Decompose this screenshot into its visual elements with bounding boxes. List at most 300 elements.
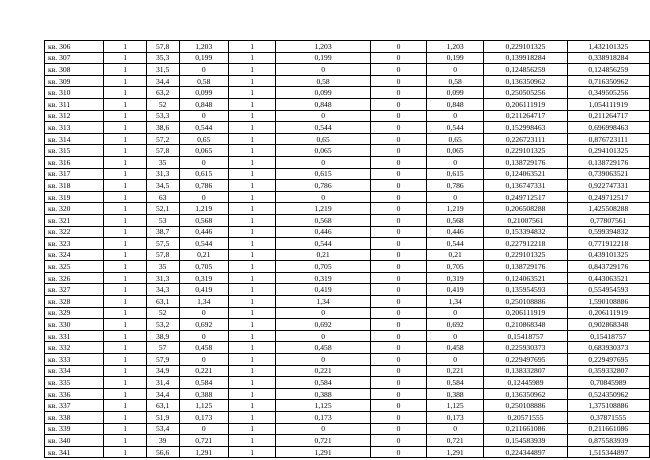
- table-cell: 1: [104, 168, 146, 180]
- apartment-label-cell: кв. 333: [45, 354, 104, 366]
- table-cell: 0,419: [276, 284, 371, 296]
- table-cell: 31,4: [146, 377, 179, 389]
- table-cell: 0,584: [179, 377, 228, 389]
- table-cell: 0,692: [427, 319, 484, 331]
- table-row: [45, 261, 650, 273]
- table-cell: 51,9: [146, 412, 179, 424]
- table-cell: 0,446: [276, 226, 371, 238]
- table-cell: 0: [276, 110, 371, 122]
- table-cell: 0,705: [276, 261, 371, 273]
- table-cell: 1: [228, 296, 275, 308]
- table-cell: 38,6: [146, 122, 179, 134]
- table-cell: 1: [104, 354, 146, 366]
- apartment-label-cell: кв. 335: [45, 377, 104, 389]
- table-cell: 0,786: [179, 180, 228, 192]
- table-cell: 1: [104, 64, 146, 76]
- table-cell: 1: [104, 261, 146, 273]
- table-cell: 38,7: [146, 226, 179, 238]
- table-cell: 1: [228, 226, 275, 238]
- table-cell: 1: [228, 133, 275, 145]
- table-cell: 0,58: [179, 75, 228, 87]
- table-cell: 1: [104, 75, 146, 87]
- table-cell: 1: [228, 156, 275, 168]
- table-row: [45, 145, 650, 157]
- table-cell: 0,211661086: [484, 423, 567, 435]
- table-cell: 0,229497695: [567, 354, 649, 366]
- table-cell: 0,211661086: [567, 423, 649, 435]
- apartment-label-cell: кв. 324: [45, 249, 104, 261]
- table-cell: 0,568: [179, 214, 228, 226]
- table-cell: 0: [370, 296, 426, 308]
- apartment-label-cell: кв. 332: [45, 342, 104, 354]
- table-cell: 35: [146, 156, 179, 168]
- table-cell: 1: [104, 52, 146, 64]
- table-cell: 1,34: [276, 296, 371, 308]
- table-row: [45, 435, 650, 447]
- table-cell: 1: [104, 330, 146, 342]
- table-cell: 0,21007561: [484, 214, 567, 226]
- table-cell: 63: [146, 191, 179, 203]
- apartment-label-cell: кв. 329: [45, 307, 104, 319]
- table-cell: 1,203: [276, 41, 371, 53]
- table-cell: 0,786: [427, 180, 484, 192]
- table-cell: 0,124856259: [484, 64, 567, 76]
- table-cell: 0,173: [427, 412, 484, 424]
- table-cell: 1: [104, 226, 146, 238]
- table-cell: 0,294101325: [567, 145, 649, 157]
- table-cell: 0,37871555: [567, 412, 649, 424]
- apartment-label-cell: кв. 313: [45, 122, 104, 134]
- apartment-label-cell: кв. 314: [45, 133, 104, 145]
- apartment-label-cell: кв. 312: [45, 110, 104, 122]
- table-row: [45, 354, 650, 366]
- table-cell: 1: [228, 87, 275, 99]
- apartment-label-cell: кв. 316: [45, 156, 104, 168]
- table-cell: 1: [104, 214, 146, 226]
- table-cell: 0,388: [276, 388, 371, 400]
- table-cell: 0: [370, 354, 426, 366]
- table-cell: 0,848: [427, 98, 484, 110]
- table-cell: 0: [427, 156, 484, 168]
- table-cell: 0,615: [179, 168, 228, 180]
- table-cell: 1: [104, 377, 146, 389]
- table-row: [45, 284, 650, 296]
- table-cell: 0: [370, 64, 426, 76]
- table-cell: 0,249712517: [484, 191, 567, 203]
- table-cell: 1: [228, 330, 275, 342]
- table-cell: 31,3: [146, 168, 179, 180]
- apartment-label-cell: кв. 318: [45, 180, 104, 192]
- table-cell: 0,226723111: [484, 133, 567, 145]
- table-cell: 0,20571555: [484, 412, 567, 424]
- table-row: [45, 122, 650, 134]
- table-cell: 0,568: [276, 214, 371, 226]
- table-cell: 0,544: [179, 122, 228, 134]
- table-cell: 1: [228, 412, 275, 424]
- table-cell: 1: [228, 238, 275, 250]
- table-cell: 1: [228, 191, 275, 203]
- table-cell: 1: [228, 354, 275, 366]
- table-cell: 1: [104, 156, 146, 168]
- table-cell: 1: [104, 110, 146, 122]
- table-cell: 0,229497695: [484, 354, 567, 366]
- table-cell: 0,124063521: [484, 168, 567, 180]
- table-cell: 53: [146, 214, 179, 226]
- table-cell: 0,210868348: [484, 319, 567, 331]
- table-row: [45, 191, 650, 203]
- table-cell: 1: [104, 388, 146, 400]
- apartment-label-cell: кв. 317: [45, 168, 104, 180]
- table-cell: 1: [104, 319, 146, 331]
- apartment-label-cell: кв. 315: [45, 145, 104, 157]
- table-cell: 0: [370, 435, 426, 447]
- table-cell: 0,250108886: [484, 400, 567, 412]
- table-cell: 0,065: [427, 145, 484, 157]
- table-cell: 0,875583939: [567, 435, 649, 447]
- table-cell: 0: [179, 156, 228, 168]
- table-cell: 1,219: [179, 203, 228, 215]
- table-cell: 1: [104, 272, 146, 284]
- apartment-label-cell: кв. 338: [45, 412, 104, 424]
- table-cell: 1: [228, 400, 275, 412]
- table-cell: 1: [104, 180, 146, 192]
- table-cell: 1: [228, 435, 275, 447]
- table-cell: 0: [370, 226, 426, 238]
- table-cell: 0,848: [276, 98, 371, 110]
- table-cell: 1: [104, 423, 146, 435]
- apartment-label-cell: кв. 341: [45, 446, 104, 458]
- table-cell: 57,8: [146, 41, 179, 53]
- table-cell: 0,568: [427, 214, 484, 226]
- table-row: [45, 342, 650, 354]
- table-row: [45, 238, 650, 250]
- table-cell: 0,173: [179, 412, 228, 424]
- table-row: [45, 249, 650, 261]
- table-cell: 0: [370, 110, 426, 122]
- table-cell: 0: [179, 423, 228, 435]
- table-cell: 0: [370, 214, 426, 226]
- table-cell: 1: [228, 261, 275, 273]
- apartment-label-cell: кв. 322: [45, 226, 104, 238]
- table-cell: 1: [104, 238, 146, 250]
- table-cell: 0,443063521: [567, 272, 649, 284]
- table-cell: 0,153394832: [484, 226, 567, 238]
- table-cell: 0,211264717: [484, 110, 567, 122]
- table-cell: 1: [104, 412, 146, 424]
- table-cell: 0,696998463: [567, 122, 649, 134]
- table-cell: 0,199: [276, 52, 371, 64]
- table-cell: 34,3: [146, 284, 179, 296]
- table-cell: 0,221: [427, 365, 484, 377]
- apartment-label-cell: кв. 306: [45, 41, 104, 53]
- table-cell: 0,721: [276, 435, 371, 447]
- table-cell: 34,4: [146, 75, 179, 87]
- table-cell: 0,922747331: [567, 180, 649, 192]
- table-cell: 1: [228, 41, 275, 53]
- table-cell: 0: [370, 412, 426, 424]
- table-cell: 0,199: [427, 52, 484, 64]
- table-cell: 0,716350962: [567, 75, 649, 87]
- table-cell: 0,458: [179, 342, 228, 354]
- table-cell: 0,221: [179, 365, 228, 377]
- table-cell: 0,229101325: [484, 249, 567, 261]
- table-cell: 0: [370, 52, 426, 64]
- table-cell: 1: [104, 41, 146, 53]
- table-cell: 1: [228, 446, 275, 458]
- table-cell: 0: [370, 319, 426, 331]
- table-cell: 0,138729176: [484, 261, 567, 273]
- table-cell: 0,136747331: [484, 180, 567, 192]
- table-cell: 53,3: [146, 110, 179, 122]
- table-cell: 1: [228, 122, 275, 134]
- table-cell: 1,590108886: [567, 296, 649, 308]
- table-cell: 0,138332807: [484, 365, 567, 377]
- table-cell: 0,848: [179, 98, 228, 110]
- table-cell: 0,721: [179, 435, 228, 447]
- table-cell: 52,1: [146, 203, 179, 215]
- apartment-label-cell: кв. 331: [45, 330, 104, 342]
- table-row: [45, 377, 650, 389]
- table-cell: 0: [370, 75, 426, 87]
- table-cell: 0,138729176: [484, 156, 567, 168]
- table-cell: 0,584: [276, 377, 371, 389]
- table-cell: 1: [228, 75, 275, 87]
- table-cell: 52: [146, 98, 179, 110]
- table-cell: 1: [228, 98, 275, 110]
- table-cell: 1,125: [427, 400, 484, 412]
- table-row: [45, 41, 650, 53]
- table-cell: 0,225930373: [484, 342, 567, 354]
- table-cell: 1: [228, 249, 275, 261]
- table-cell: 1: [104, 87, 146, 99]
- table-cell: 0,221: [276, 365, 371, 377]
- table-cell: 0: [276, 307, 371, 319]
- table-row: [45, 133, 650, 145]
- table-cell: 57,8: [146, 249, 179, 261]
- table-cell: 0: [370, 365, 426, 377]
- table-cell: 34,5: [146, 180, 179, 192]
- table-cell: 0,12445989: [484, 377, 567, 389]
- table-cell: 57,8: [146, 145, 179, 157]
- table-row: [45, 400, 650, 412]
- table-cell: 0: [276, 330, 371, 342]
- table-cell: 0,124856259: [567, 64, 649, 76]
- table-cell: 0,349505256: [567, 87, 649, 99]
- table-cell: 0,21: [179, 249, 228, 261]
- table-row: [45, 52, 650, 64]
- table-cell: 34,9: [146, 365, 179, 377]
- table-cell: 0: [370, 342, 426, 354]
- table-cell: 0,615: [276, 168, 371, 180]
- table-cell: 63,1: [146, 296, 179, 308]
- table-cell: 0: [370, 330, 426, 342]
- table-cell: 0,249712517: [567, 191, 649, 203]
- table-cell: 0,152998463: [484, 122, 567, 134]
- table-row: [45, 272, 650, 284]
- table-cell: 0: [370, 191, 426, 203]
- table-cell: 1: [228, 377, 275, 389]
- table-cell: 31,5: [146, 64, 179, 76]
- table-cell: 0,554954593: [567, 284, 649, 296]
- table-cell: 0: [370, 156, 426, 168]
- table-cell: 0,227912218: [484, 238, 567, 250]
- table-cell: 38,9: [146, 330, 179, 342]
- table-cell: 1: [228, 319, 275, 331]
- table-cell: 0,319: [179, 272, 228, 284]
- table-cell: 0,15418757: [484, 330, 567, 342]
- table-cell: 35: [146, 261, 179, 273]
- table-row: [45, 75, 650, 87]
- table-cell: 0: [370, 272, 426, 284]
- table-row: [45, 214, 650, 226]
- table-row: [45, 330, 650, 342]
- table-cell: 57,9: [146, 354, 179, 366]
- table-row: [45, 87, 650, 99]
- apartment-label-cell: кв. 337: [45, 400, 104, 412]
- apartment-label-cell: кв. 320: [45, 203, 104, 215]
- table-cell: 1,203: [179, 41, 228, 53]
- table-cell: 0,58: [427, 75, 484, 87]
- table-cell: 57,5: [146, 238, 179, 250]
- table-cell: 1: [104, 307, 146, 319]
- table-cell: 1: [104, 342, 146, 354]
- table-cell: 0,099: [427, 87, 484, 99]
- table-cell: 0,250108886: [484, 296, 567, 308]
- table-cell: 0,419: [427, 284, 484, 296]
- table-cell: 0: [370, 203, 426, 215]
- table-cell: 0: [370, 87, 426, 99]
- table-cell: 1,34: [179, 296, 228, 308]
- table-cell: 0,319: [276, 272, 371, 284]
- table-cell: 0,154583939: [484, 435, 567, 447]
- apartment-label-cell: кв. 326: [45, 272, 104, 284]
- table-cell: 1,125: [276, 400, 371, 412]
- table-cell: 1: [104, 122, 146, 134]
- table-cell: 0,124063521: [484, 272, 567, 284]
- table-cell: 0: [427, 354, 484, 366]
- table-cell: 0: [370, 41, 426, 53]
- table-cell: 0,206508288: [484, 203, 567, 215]
- table-cell: 0,173: [276, 412, 371, 424]
- table-cell: 0,065: [179, 145, 228, 157]
- table-cell: 1: [104, 365, 146, 377]
- table-cell: 0,135954593: [484, 284, 567, 296]
- table-row: [45, 110, 650, 122]
- table-cell: 0,65: [179, 133, 228, 145]
- table-cell: 0,338918284: [567, 52, 649, 64]
- table-cell: 1: [228, 342, 275, 354]
- table-cell: 0,139918284: [484, 52, 567, 64]
- table-cell: 0,771912218: [567, 238, 649, 250]
- apartment-label-cell: кв. 330: [45, 319, 104, 331]
- table-cell: 1,219: [427, 203, 484, 215]
- table-cell: 0: [427, 307, 484, 319]
- table-cell: 34,4: [146, 388, 179, 400]
- table-cell: 1: [228, 203, 275, 215]
- table-row: [45, 423, 650, 435]
- table-cell: 0: [427, 110, 484, 122]
- table-cell: 0,099: [179, 87, 228, 99]
- table-cell: 0,544: [427, 122, 484, 134]
- table-cell: 1: [228, 180, 275, 192]
- table-row: [45, 365, 650, 377]
- table-cell: 0: [427, 64, 484, 76]
- table-row: [45, 64, 650, 76]
- table-cell: 0,319: [427, 272, 484, 284]
- table-cell: 0,446: [427, 226, 484, 238]
- table-cell: 0: [179, 307, 228, 319]
- table-cell: 0: [179, 191, 228, 203]
- table-cell: 0,206111919: [567, 307, 649, 319]
- table-cell: 0,544: [276, 122, 371, 134]
- table-cell: 1,375108886: [567, 400, 649, 412]
- table-row: [45, 446, 650, 458]
- table-cell: 0,599394832: [567, 226, 649, 238]
- table-cell: 0: [427, 330, 484, 342]
- table-cell: 0: [370, 388, 426, 400]
- apartment-label-cell: кв. 309: [45, 75, 104, 87]
- table-cell: 0,739063521: [567, 168, 649, 180]
- table-cell: 0,705: [179, 261, 228, 273]
- table-row: [45, 156, 650, 168]
- table-cell: 53,4: [146, 423, 179, 435]
- table-cell: 0,876723111: [567, 133, 649, 145]
- table-cell: 0: [276, 191, 371, 203]
- table-cell: 0,692: [276, 319, 371, 331]
- table-cell: 1: [228, 284, 275, 296]
- table-cell: 1,203: [427, 41, 484, 53]
- table-cell: 57,2: [146, 133, 179, 145]
- table-cell: 0,229101325: [484, 41, 567, 53]
- table-row: [45, 203, 650, 215]
- table-cell: 0,544: [276, 238, 371, 250]
- table-cell: 0: [179, 330, 228, 342]
- table-cell: 0,136350962: [484, 75, 567, 87]
- table-cell: 1: [228, 423, 275, 435]
- table-cell: 1,291: [179, 446, 228, 458]
- table-cell: 0,138729176: [567, 156, 649, 168]
- table-cell: 35,3: [146, 52, 179, 64]
- table-cell: 1: [104, 400, 146, 412]
- table-row: [45, 412, 650, 424]
- table-cell: 0,683930373: [567, 342, 649, 354]
- table-cell: 0: [370, 446, 426, 458]
- table-cell: 1: [104, 296, 146, 308]
- apartment-label-cell: кв. 327: [45, 284, 104, 296]
- table-row: [45, 168, 650, 180]
- table-cell: 1: [228, 168, 275, 180]
- table-cell: 0,211264717: [567, 110, 649, 122]
- table-cell: 0,224344897: [484, 446, 567, 458]
- table-cell: 1: [104, 191, 146, 203]
- table-cell: 0: [179, 110, 228, 122]
- apartment-table: [44, 40, 650, 458]
- table-cell: 1,291: [276, 446, 371, 458]
- table-cell: 0,544: [179, 238, 228, 250]
- table-cell: 1: [104, 249, 146, 261]
- table-cell: 1,054111919: [567, 98, 649, 110]
- table-cell: 0,692: [179, 319, 228, 331]
- table-cell: 1: [228, 64, 275, 76]
- table-cell: 0,70845989: [567, 377, 649, 389]
- apartment-label-cell: кв. 307: [45, 52, 104, 64]
- apartment-label-cell: кв. 336: [45, 388, 104, 400]
- table-cell: 0,388: [179, 388, 228, 400]
- table-cell: 1: [104, 203, 146, 215]
- table-cell: 39: [146, 435, 179, 447]
- table-cell: 1,425508288: [567, 203, 649, 215]
- table-cell: 1: [228, 52, 275, 64]
